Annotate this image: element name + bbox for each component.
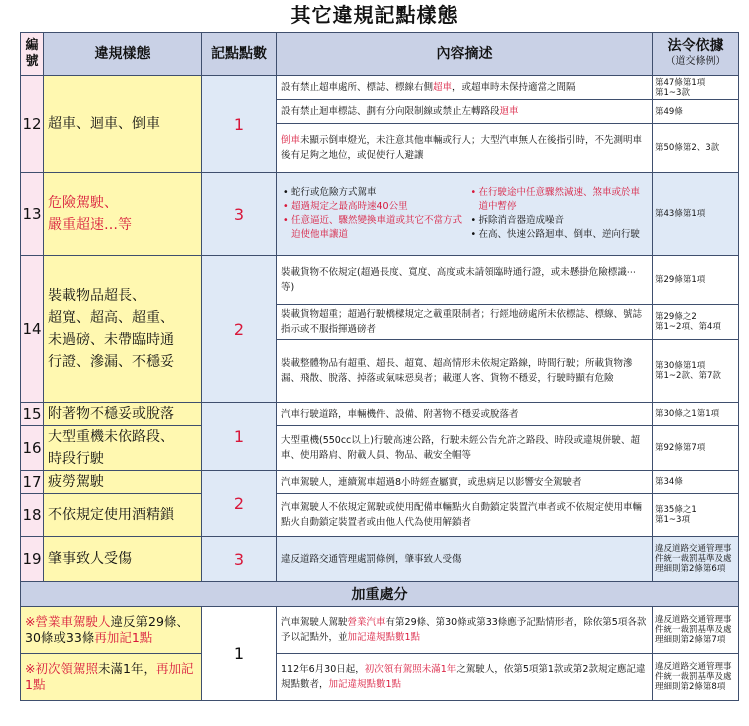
violation-table (20, 32, 739, 701)
law-cell: 第35條之1 第1~3項 (653, 494, 739, 537)
text-segment: ，或超車時未保持適當之間隔 (452, 82, 576, 93)
law-cell: 第50條第2、3款 (653, 124, 739, 173)
text-segment: 設有禁止超車處所、標誌、標線右側 (281, 82, 434, 93)
bullet-item: • 在高、快速公路迴車、倒車、逆向行駛 (478, 228, 648, 242)
law-cell: 第34條 (653, 471, 739, 494)
law-cell: 第47條第1項 第1~3款 (653, 76, 739, 100)
header-content: 內容摘述 (277, 33, 653, 76)
text-segment: 有第29條、第30條或第33條應予記點情形者，除依第5項各款予以記點外，並 (281, 617, 647, 643)
text-segment: 再加記1點 (94, 630, 153, 645)
violation-type: 危險駕駛、 嚴重超速…等 (44, 173, 202, 256)
points-value: 2 (202, 471, 277, 537)
text-segment: 初次領有駕照未滿1年 (364, 664, 457, 675)
violation-type: 附著物不穩妥或脫落 (44, 403, 202, 426)
bullet-item: • 在行駛途中任意驟然減速、煞車或於車道中暫停 (478, 186, 648, 214)
violation-type: 裝載物品超長、 超寬、超高、超重、 未過磅、未帶臨時通 行證、滲漏、不穩妥 (44, 256, 202, 403)
law-subtitle: （道交條例） (665, 56, 726, 67)
row-number: 12 (21, 76, 44, 173)
content-cell (277, 654, 653, 701)
law-cell: 第29條之2 第1~2項、第4項 (653, 305, 739, 340)
bullet-item: • 任意逼近、驟然變換車道或其它不當方式迫使他車讓道 (291, 214, 462, 242)
section-title: 加重處分 (21, 582, 739, 607)
content-cell (277, 100, 653, 124)
content-cell (277, 607, 653, 654)
content-cell (277, 173, 653, 256)
content-cell (277, 124, 653, 173)
row-number: 19 (21, 537, 44, 582)
bullet-columns (281, 186, 648, 242)
page-title: 其它違規記點樣態 (290, 3, 459, 27)
law-cell: 第30條之1第1項 (653, 403, 739, 426)
text-segment: 設有禁止迴車標誌、劃有分向限制線或禁止左轉路段 (281, 106, 500, 117)
content-cell (277, 76, 653, 100)
table-row (21, 537, 739, 582)
table-row (21, 494, 739, 537)
law-title: 法令依據 (667, 38, 724, 54)
table-row (21, 173, 739, 256)
row-number: 18 (21, 494, 44, 537)
row-number: 15 (21, 403, 44, 426)
law-cell: 第29條第1項 (653, 256, 739, 305)
table-row (21, 426, 739, 471)
table-row (21, 471, 739, 494)
aggravated-row (21, 607, 739, 654)
content-cell: 汽車駕駛人，連續駕車超過8小時經查屬實，或患病足以影響安全駕駛者 (277, 471, 653, 494)
aggravated-type (21, 654, 202, 701)
points-value: 1 (202, 403, 277, 471)
bullet-list-right (468, 186, 648, 242)
law-cell: 第30條第1項 第1~2款、第7款 (653, 340, 739, 403)
violation-type: 超車、迴車、倒車 (44, 76, 202, 173)
points-value: 3 (202, 537, 277, 582)
row-number: 17 (21, 471, 44, 494)
header-law (653, 33, 739, 76)
violation-type: 不依規定使用酒精鎖 (44, 494, 202, 537)
header-points: 記點點數 (202, 33, 277, 76)
text-segment: 倒車 (281, 135, 301, 146)
bullet-item: • 蛇行或危險方式駕車 (291, 186, 462, 200)
points-value: 3 (202, 173, 277, 256)
law-cell: 違反道路交通管理事件統一裁罰基準及處理細則第2條第7項 (653, 607, 739, 654)
text-segment: 再加記1點 (25, 661, 194, 692)
text-segment: 超車 (433, 82, 453, 93)
table-row (21, 403, 739, 426)
text-segment: 裝載貨物不依規定(超過長度、寬度、高度或未請領臨時通行證，或未懸掛危險標識⋯等) (281, 267, 637, 293)
content-cell (277, 256, 653, 305)
content-cell: 汽車行駛道路，車輛機件、設備、附著物不穩妥或脫落者 (277, 403, 653, 426)
header-no: 編 號 (21, 33, 44, 76)
text-segment: 加記違規點數1點 (347, 632, 421, 643)
bullet-item: • 超過規定之最高時速40公里 (291, 200, 462, 214)
text-segment: 迴車 (499, 106, 519, 117)
header-row (21, 33, 739, 76)
bullet-item: • 拆除消音器造成噪音 (478, 214, 648, 228)
content-cell: 大型重機(550cc以上)行駛高速公路，行駛未經公告允許之路段、時段或違規併駛、超車、使用路肩、附載人員、物品、載安全帽等 (277, 426, 653, 471)
text-segment: 加記違規點數1點 (328, 679, 402, 690)
violation-type: 大型重機未依路段、 時段行駛 (44, 426, 202, 471)
bullet-list-left (281, 186, 462, 242)
content-cell (277, 340, 653, 403)
aggravated-type (21, 607, 202, 654)
content-cell: 汽車駕駛人不依規定駕駛或使用配備車輛點火自動鎖定裝置汽車者或不依規定使用車輛點火自動鎖定裝置者或由他人代為使用解鎖者 (277, 494, 653, 537)
text-segment: 未滿1年， (98, 661, 156, 676)
law-cell: 第92條第7項 (653, 426, 739, 471)
points-value: 1 (202, 607, 277, 701)
law-cell: 第43條第1項 (653, 173, 739, 256)
section-header-row (21, 582, 739, 607)
law-cell: 違反道路交通管理事件統一裁罰基準及處理細則第2條第6項 (653, 537, 739, 582)
row-number: 16 (21, 426, 44, 471)
text-segment: ※ (25, 661, 36, 676)
header-type: 違規樣態 (44, 33, 202, 76)
text-segment: 裝載貨物超重；超過行駛橋樑規定之載重限制者；行經地磅處所未依標誌、標線、號誌指示或不服指揮過磅者 (281, 309, 643, 335)
text-segment: 汽車駕駛人駕駛 (281, 617, 348, 628)
text-segment: 未顯示倒車燈光，未注意其他車輛或行人；大型汽車無人在後指引時，不先測明車後有足夠之地位，或促使行人避讓 (281, 135, 643, 161)
table-row (21, 256, 739, 305)
points-value: 1 (202, 76, 277, 173)
text-segment: 違反第29條、30條或33條 (25, 614, 189, 645)
content-cell (277, 305, 653, 340)
text-segment: 營業車駕駛人 (35, 614, 111, 629)
content-cell: 違反道路交通管理處罰條例，肇事致人受傷 (277, 537, 653, 582)
text-segment: 營業汽車 (347, 617, 386, 628)
points-value: 2 (202, 256, 277, 403)
text-segment: 112年6月30日起， (281, 664, 365, 675)
text-segment: 之駕駛人，依第5項第1款或第2款規定應記違規點數者， (281, 664, 646, 690)
text-segment: ※ (25, 614, 36, 629)
row-number: 13 (21, 173, 44, 256)
aggravated-row (21, 654, 739, 701)
violation-type: 肇事致人受傷 (44, 537, 202, 582)
text-segment: 裝載整體物品有超重、超長、超寬、超高情形未依規定路線，時間行駛；所載貨物滲漏、飛散、脫落、掉落或氣味惡臭者；載運人客、貨物不穩妥，行駛時顯有危險 (281, 358, 633, 384)
violation-type: 疲勞駕駛 (44, 471, 202, 494)
table-row (21, 76, 739, 100)
law-cell: 第49條 (653, 100, 739, 124)
law-cell: 違反道路交通管理事件統一裁罰基準及處理細則第2條第8項 (653, 654, 739, 701)
text-segment: 初次領駕照 (35, 661, 98, 676)
row-number: 14 (21, 256, 44, 403)
